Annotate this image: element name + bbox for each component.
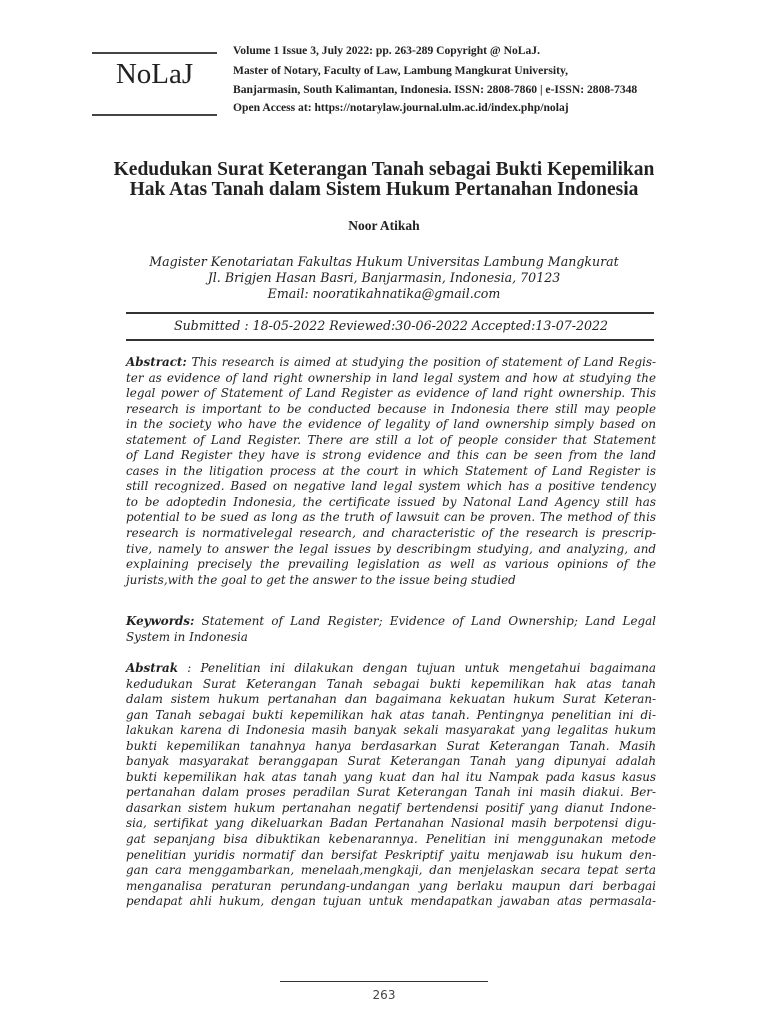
- abstract-line: potential to be sued as long as the truth of lawsuit can be proven. The method of this: [126, 510, 656, 525]
- abstract-indonesian: [126, 661, 656, 910]
- abstract-line: Abstract: This research is aimed at studying the position of statement of Land Regis-: [126, 355, 656, 369]
- abstract-line: cases in the litigation process at the court in which Statement of Land Register is: [126, 463, 656, 478]
- header-open-access-link[interactable]: Open Access at: https://notarylaw.journal.ulm.ac.id/index.php/nolaj: [233, 101, 569, 114]
- abstrak-line: kedudukan Surat Keterangan Tanah sebagai bukti kepemilikan hak atas tanah: [126, 676, 656, 691]
- abstrak-line: menganalisa peraturan perundang-undangan yang berlaku maupun dari berbagai: [126, 878, 656, 893]
- abstrak-line: sia, sertifikat yang dikeluarkan Badan Pertanahan Nasional masih berpotensi digu-: [126, 816, 656, 831]
- dates-top-rule: [126, 312, 654, 314]
- abstract-line: research is normativelegal research, and characteristic of the research is prescrip-: [126, 526, 656, 541]
- article-title: [60, 160, 708, 200]
- submission-dates: Submitted : 18-05-2022 Reviewed:30-06-2022 Accepted:13-07-2022: [173, 318, 609, 333]
- abstract-label: Abstract:: [126, 355, 187, 369]
- title-line-2: Hak Atas Tanah dalam Sistem Hukum Pertanahan Indonesia: [129, 179, 639, 200]
- keywords-label: Keywords:: [126, 614, 195, 628]
- abstract-line: legal power of Statement of Land Register as evidence of land right ownership. This: [126, 386, 656, 401]
- abstract-line: explaining precisely the prevailing legislation as well as various opinions of the: [126, 557, 656, 572]
- title-line-1: Kedudukan Surat Keterangan Tanah sebagai Bukti Kepemilikan: [113, 159, 655, 180]
- keywords-line: Keywords: Statement of Land Register; Evidence of Land Ownership; Land Legal: [126, 614, 656, 628]
- abstract-line: statement of Land Register. There are still a lot of people consider that Statement: [126, 432, 656, 447]
- abstrak-line: dasarkan sistem hukum pertanahan negatif bertendensi positif yang dianut Indone-: [126, 800, 656, 815]
- header-volume-line: Volume 1 Issue 3, July 2022: pp. 263-289 Copyright @ NoLaJ.: [233, 44, 540, 57]
- abstract-line: still recognized. Based on negative land legal system which has a positive tendency: [126, 479, 656, 494]
- abstrak-line: bukti kepemilikan tanahnya hanya berdasarkan Surat Keterangan Tanah. Masih: [126, 738, 656, 753]
- abstrak-line: bukti kepemilikan hak atas tanah yang kuat dan hal itu Nampak pada kasus kasus: [126, 769, 656, 784]
- abstrak-line: gat sepanjang bisa dibuktikan kebenarannya. Penelitian ini menggunakan metode: [126, 832, 656, 847]
- footer-rule: [280, 981, 488, 982]
- dates-bottom-rule: [126, 339, 654, 341]
- abstrak-line: banyak masyarakat beranggapan Surat Keterangan Tanah yang dipunyai adalah: [126, 754, 656, 769]
- abstrak-line: pendapat ahli hukum, dengan tujuan untuk mendapatkan jawaban atas permasala-: [126, 894, 656, 909]
- header-affiliation-line: Master of Notary, Faculty of Law, Lambung Mangkurat University,: [233, 64, 569, 77]
- abstract-line: in the society who have the evidence of legality of land ownership simply based on: [126, 417, 656, 432]
- abstract-line: of Land Register they have is strong evidence and this can be seen from the land: [126, 448, 656, 463]
- abstrak-line: gan cara menggambarkan, menelaah,mengkaji, dan menjelaskan secara tepat serta: [126, 863, 656, 878]
- affiliation-line-2: Jl. Brigjen Hasan Basri, Banjarmasin, Indonesia, 70123: [207, 270, 561, 285]
- abstract-english: [126, 355, 656, 588]
- abstrak-line: Abstrak : Penelitian ini dilakukan dengan tujuan untuk mengetahui bagaimana: [126, 661, 656, 675]
- abstrak-line: dalam sistem hukum pertanahan dan bagaimana kekuatan hukum Surat Keteran-: [126, 692, 656, 707]
- abstrak-label: Abstrak: [126, 661, 178, 675]
- keywords-line: System in Indonesia: [126, 629, 248, 644]
- abstract-line: jurists,with the goal to get the answer to the issue being studied: [126, 572, 516, 587]
- abstract-line: research is important to be conducted because in Indonesia there still may people: [126, 401, 656, 416]
- affiliation-line-1: Magister Kenotariatan Fakultas Hukum Universitas Lambung Mangkurat: [149, 254, 619, 269]
- abstract-line: ter as evidence of land right ownership in land legal system and how at studying the: [126, 370, 656, 385]
- abstrak-line: gan Tanah sebagai bukti kepemilikan hak atas tanah. Pentingnya penelitian ini di-: [126, 707, 656, 722]
- page-number: 263: [372, 988, 396, 1002]
- journal-logo: NoLaJ: [115, 58, 194, 90]
- header-issn-line: Banjarmasin, South Kalimantan, Indonesia. ISSN: 2808-7860 | e-ISSN: 2808-7348: [233, 83, 638, 96]
- abstrak-line: penelitian yuridis normatif dan bersifat Peskriptif yaitu menjawab isu hukum den-: [126, 847, 656, 862]
- abstrak-line: pertanahan dalam proses peradilan Surat Keterangan Tanah ini masih diakui. Ber-: [126, 785, 656, 800]
- abstrak-line: lakukan karena di Indonesia masih banyak sekali masyarakat yang legalitas hukum: [126, 723, 656, 738]
- author-name: Noor Atikah: [348, 218, 420, 233]
- abstract-line: to be adoptedin Indonesia, the certificate issued by Natonal Land Agency still has: [126, 494, 656, 509]
- author-email[interactable]: Email: nooratikahnatika@gmail.com: [267, 286, 501, 301]
- keywords: [126, 614, 656, 645]
- abstract-line: tive, namely to answer the legal issues by describingm studying, and analyzing, and: [126, 541, 656, 556]
